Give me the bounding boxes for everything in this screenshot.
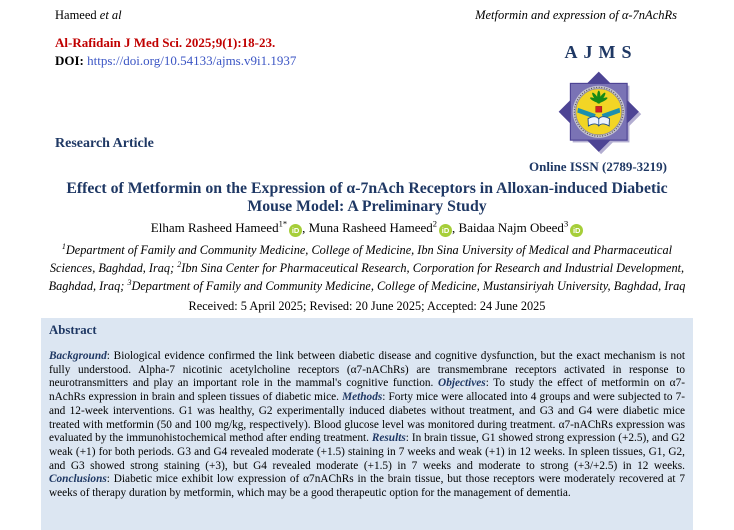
running-head-title: Metformin and expression of α-7nAchRs — [475, 8, 677, 22]
orcid-icon[interactable]: iD — [289, 224, 302, 237]
issn-line: Online ISSN (2789-3219) — [529, 159, 667, 174]
journal-logo — [516, 42, 680, 175]
doi-link[interactable]: https://doi.org/10.54133/ajms.v9i1.1937 — [87, 53, 297, 68]
abstract-segment-text: : In brain tissue, G1 showed strong expression (+2.5), and G2 weak (+1) for both periods. G3 and G4 revealed moderate (+1.5) staining in 7 weeks and weak (+1) in 12 weeks. In spleen tissues, G1, G2, and G3 showed strong staining (+3), but G4 revealed moderate (+1.5) in 7 weeks and moderate to strong (+3/+2.5) in 12 weeks. — [49, 432, 686, 472]
journal-citation: Al-Rafidain J Med Sci. 2025;9(1):18-23. — [55, 35, 276, 50]
citation-block — [55, 34, 296, 70]
abstract-segment-text: : Biological evidence confirmed the link between diabetic disease and cognitive dysfunction, but the exact mechanism is not fully understood. Alpha-7 nicotinic acetylcholine receptors (α7-nAChRs) are transmembrane receptors activated in response to neurotransmitters and play an important role in the mammal's cognitive function. — [49, 350, 685, 390]
orcid-icon[interactable]: iD — [570, 224, 583, 237]
abstract-body — [49, 350, 685, 501]
article-type-label: Research Article — [55, 136, 154, 151]
abstract-segment-text: : To study the effect of metformin on α7-nAchRs expression in brain and spleen tissues of diabetic mice. — [49, 377, 686, 404]
running-author: Hameed — [55, 8, 97, 22]
abstract-segment-label: Methods — [342, 391, 383, 404]
affiliation: $^2$Ibn Sina Center for Pharmaceutical Research, Corporation for Research and Industrial Development, Baghdad, Iraq; — [48, 260, 685, 294]
abstract-segment-label: Results — [371, 432, 406, 445]
abstract-segment-label: Conclusions — [49, 473, 107, 486]
abstract-segment-text: : Diabetic mice exhibit low expression of α7nAChRs in the brain tissue, but those receptors were moderately recovered at 7 weeks of therapy duration by metformin, which may be a good therapeutic option for the management of dementia. — [49, 473, 685, 500]
author-name: Muna Rasheed Hameed$^2$ — [308, 219, 438, 236]
authors-line: Elham Rasheed Hameed$^{1*}$iD , Muna Rasheed Hameed$^2$iD , Baidaa Najm Obeed$^3$iD — [0, 219, 734, 237]
abstract-section — [41, 318, 693, 530]
abstract-segment-label: Background — [49, 350, 107, 362]
journal-star-icon — [552, 65, 644, 157]
author-name: Baidaa Najm Obeed$^3$ — [458, 219, 569, 236]
dates-line: Received: 5 April 2025; Revised: 20 June 2025; Accepted: 24 June 2025 — [188, 299, 546, 313]
affiliations — [47, 240, 687, 294]
author-name: Elham Rasheed Hameed$^{1*}$ — [150, 219, 288, 236]
abstract-heading: Abstract — [49, 323, 97, 337]
article-title: Effect of Metformin on the Expression of α-7nAch Receptors in Alloxan-induced Diabetic Mouse Model: A Preliminary Study — [66, 180, 668, 215]
affiliation: $^3$Department of Family and Community Medicine, College of Medicine, Mustansiriyah University, Baghdad, Iraq — [127, 278, 686, 294]
abstract-segment-label: Objectives — [438, 377, 486, 390]
doi-label: DOI: — [55, 53, 84, 68]
article-title-block — [0, 180, 734, 215]
orcid-icon[interactable]: iD — [439, 224, 452, 237]
journal-acronym: AJMS — [564, 42, 638, 62]
abstract-segment-text: : Forty mice were allocated into 4 groups and were subjected to 7- and 12-week interventions. G1 was healthy, G2 experimentally induced diabetes without treatment, and G3 and G4 were diabetic mice treated with metformin (50 and 100 mg/kg, respectively). Blood glucose level was monitored during treatment. α7-nAChRs expression was evaluated by the immunohistochemical method after ending treatment. — [49, 391, 685, 445]
running-head-author — [55, 8, 122, 23]
affiliation: $^1$Department of Family and Community Medicine, College of Medicine, Ibn Sina University of Medical and Pharmaceutical Sciences, Baghdad, Iraq; — [49, 242, 673, 276]
running-author-etal: et al — [99, 8, 122, 22]
doi-line — [55, 52, 296, 70]
